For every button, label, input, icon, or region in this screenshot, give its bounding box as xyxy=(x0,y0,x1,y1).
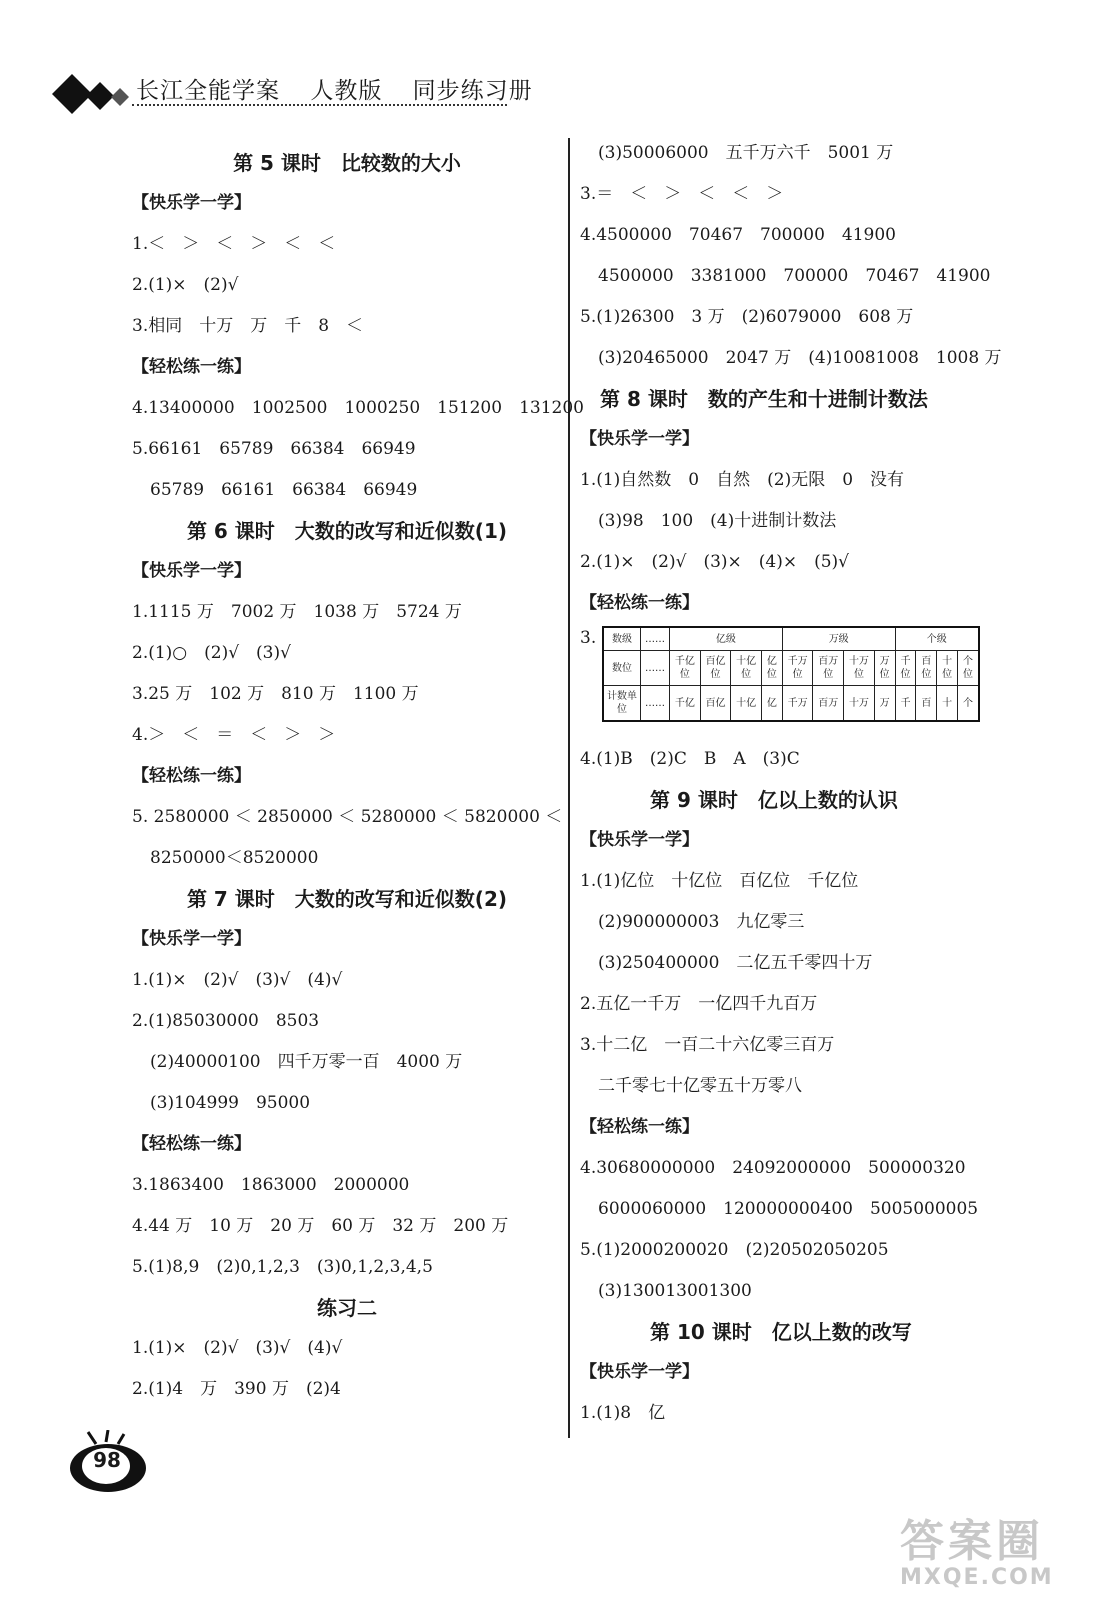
answer-line: 5.66161 65789 66384 66949 xyxy=(132,439,416,459)
site-watermark xyxy=(900,1505,1060,1595)
watermark-url: MXQE.COM xyxy=(900,1565,1054,1590)
answer-line: 4500000 3381000 700000 70467 41900 xyxy=(598,266,991,286)
table-cell: 亿 xyxy=(761,686,782,722)
table-cell: 千位 xyxy=(895,651,916,686)
answer-line: 1.(1)8 亿 xyxy=(580,1403,666,1423)
table-cell: 千万 xyxy=(782,686,813,722)
answer-line: 3.十二亿 一百二十六亿零三百万 xyxy=(580,1035,835,1055)
answer-line: 8250000＜8520000 xyxy=(150,848,319,868)
table-cell: 亿位 xyxy=(761,651,782,686)
diamond-logo-icon xyxy=(50,70,130,120)
answer-line: 1.1115 万 7002 万 1038 万 5724 万 xyxy=(132,602,462,622)
table-cell: 百亿位 xyxy=(700,651,731,686)
table-cell: 千亿位 xyxy=(670,651,701,686)
place-value-question xyxy=(580,624,1080,739)
answer-line: 5.(1)26300 3 万 (2)6079000 608 万 xyxy=(580,307,914,327)
section-tag: 【快乐学一学】 xyxy=(580,830,699,850)
table-cell: 千万位 xyxy=(782,651,813,686)
header-title-edition: 人教版 xyxy=(310,78,383,104)
answer-line: (3)130013001300 xyxy=(598,1281,752,1301)
lesson-8-title: 第 8 课时 数的产生和十进制计数法 xyxy=(600,387,928,411)
table-cell: 千亿 xyxy=(670,686,701,722)
answer-line: 5. 2580000 ＜ 2850000 ＜ 5280000 ＜ 5820000 ＜ xyxy=(132,807,563,827)
answer-line: 4.13400000 1002500 1000250 151200 131200 xyxy=(132,398,584,418)
header-title xyxy=(136,72,555,105)
answer-line: 2.(1)× (2)√ xyxy=(132,275,239,295)
table-ellipsis: …… xyxy=(641,627,670,651)
table-cell: 十万 xyxy=(844,686,875,722)
answer-line: 65789 66161 66384 66949 xyxy=(150,480,418,500)
lesson-7-title: 第 7 课时 大数的改写和近似数(2) xyxy=(186,887,508,911)
answer-line: 4.4500000 70467 700000 41900 xyxy=(580,225,896,245)
table-header: 数位 xyxy=(603,651,641,686)
lesson-6-title: 第 6 课时 大数的改写和近似数(1) xyxy=(186,519,508,543)
answer-line: 4.＞ ＜ ＝ ＜ ＞ ＞ xyxy=(132,725,336,745)
table-cell: 十亿 xyxy=(731,686,762,722)
header-title-book: 长江全能学案 xyxy=(136,78,280,104)
section-tag: 【快乐学一学】 xyxy=(580,1362,699,1382)
section-tag: 【轻松练一练】 xyxy=(580,593,699,613)
section-tag: 【轻松练一练】 xyxy=(132,766,251,786)
table-cell: 十 xyxy=(937,686,958,722)
table-header: 个级 xyxy=(895,627,979,651)
table-cell: 个 xyxy=(958,686,979,722)
exercise-2-title: 练习二 xyxy=(317,1296,377,1320)
watermark-text: 答案圈 xyxy=(900,1516,1044,1567)
answer-line: (3)98 100 (4)十进制计数法 xyxy=(598,511,837,531)
section-tag: 【快乐学一学】 xyxy=(132,193,251,213)
header-divider xyxy=(132,104,507,106)
lesson-10-title: 第 10 课时 亿以上数的改写 xyxy=(650,1320,912,1344)
answer-line: 1.＜ ＞ ＜ ＞ ＜ ＜ xyxy=(132,234,336,254)
page-header xyxy=(0,0,1097,140)
answer-line: 2.五亿一千万 一亿四千九百万 xyxy=(580,994,818,1014)
table-header: 数级 xyxy=(603,627,641,651)
answer-line: 二千零七十亿零五十万零八 xyxy=(598,1076,802,1096)
answer-line: 2.(1)× (2)√ (3)× (4)× (5)√ xyxy=(580,552,850,572)
answer-line: 5.(1)2000200020 (2)20502050205 xyxy=(580,1240,889,1260)
column-divider xyxy=(568,138,570,1438)
question-number: 3. xyxy=(580,628,597,648)
answer-line: 1.(1)× (2)√ (3)√ (4)√ xyxy=(132,970,343,990)
section-tag: 【快乐学一学】 xyxy=(132,929,251,949)
answer-line: 1.(1)自然数 0 自然 (2)无限 0 没有 xyxy=(580,470,905,490)
table-cell: 千 xyxy=(895,686,916,722)
answer-line: 1.(1)× (2)√ (3)√ (4)√ xyxy=(132,1338,343,1358)
answer-line: 2.(1)○ (2)√ (3)√ xyxy=(132,643,291,663)
right-column xyxy=(580,133,1080,1434)
table-cell: 十位 xyxy=(937,651,958,686)
table-cell: 万 xyxy=(874,686,895,722)
answer-line: 5.(1)8,9 (2)0,1,2,3 (3)0,1,2,3,4,5 xyxy=(132,1257,433,1277)
answer-line: 3.25 万 102 万 810 万 1100 万 xyxy=(132,684,419,704)
table-cell: 百位 xyxy=(916,651,937,686)
table-cell: 百万 xyxy=(813,686,844,722)
answer-line: (2)40000100 四千万零一百 4000 万 xyxy=(150,1052,463,1072)
table-cell: 万位 xyxy=(874,651,895,686)
answer-line: 4.(1)B (2)C B A (3)C xyxy=(580,749,800,769)
answer-line: (3)104999 95000 xyxy=(150,1093,311,1113)
lesson-5-title: 第 5 课时 比较数的大小 xyxy=(233,151,461,175)
answer-line: (3)20465000 2047 万 (4)10081008 1008 万 xyxy=(598,348,1002,368)
answer-line: 2.(1)85030000 8503 xyxy=(132,1011,320,1031)
lesson-9-title: 第 9 课时 亿以上数的认识 xyxy=(650,788,898,812)
place-value-table xyxy=(602,626,980,722)
page-number-badge xyxy=(66,1430,146,1492)
answer-line: (3)250400000 二亿五千零四十万 xyxy=(598,953,873,973)
answer-line: 3.相同 十万 万 千 8 ＜ xyxy=(132,316,364,336)
table-cell: 个位 xyxy=(958,651,979,686)
answer-line: 6000060000 120000000400 5005000005 xyxy=(598,1199,979,1219)
answer-line: (2)900000003 九亿零三 xyxy=(598,912,805,932)
table-header: 计数单位 xyxy=(603,686,641,722)
table-cell: 百万位 xyxy=(813,651,844,686)
table-cell: 十万位 xyxy=(844,651,875,686)
table-cell: 十亿位 xyxy=(731,651,762,686)
table-ellipsis: …… xyxy=(641,686,670,722)
answer-line: 4.30680000000 24092000000 500000320 xyxy=(580,1158,966,1178)
section-tag: 【快乐学一学】 xyxy=(580,429,699,449)
table-cell: 百 xyxy=(916,686,937,722)
table-header: 万级 xyxy=(782,627,895,651)
answer-line: 3.＝ ＜ ＞ ＜ ＜ ＞ xyxy=(580,184,784,204)
section-tag: 【轻松练一练】 xyxy=(132,1134,251,1154)
answer-line: 3.1863400 1863000 2000000 xyxy=(132,1175,410,1195)
answer-line: 2.(1)4 万 390 万 (2)4 xyxy=(132,1379,341,1399)
table-header: 亿级 xyxy=(670,627,783,651)
section-tag: 【轻松练一练】 xyxy=(132,357,251,377)
page-number: 98 xyxy=(93,1448,121,1472)
answer-line: 1.(1)亿位 十亿位 百亿位 千亿位 xyxy=(580,871,859,891)
left-column xyxy=(132,143,584,1410)
answer-line: 4.44 万 10 万 20 万 60 万 32 万 200 万 xyxy=(132,1216,509,1236)
table-ellipsis: …… xyxy=(641,651,670,686)
section-tag: 【轻松练一练】 xyxy=(580,1117,699,1137)
header-title-series: 同步练习册 xyxy=(412,78,533,104)
section-tag: 【快乐学一学】 xyxy=(132,561,251,581)
table-cell: 百亿 xyxy=(700,686,731,722)
answer-line: (3)50006000 五千万六千 5001 万 xyxy=(598,143,894,163)
